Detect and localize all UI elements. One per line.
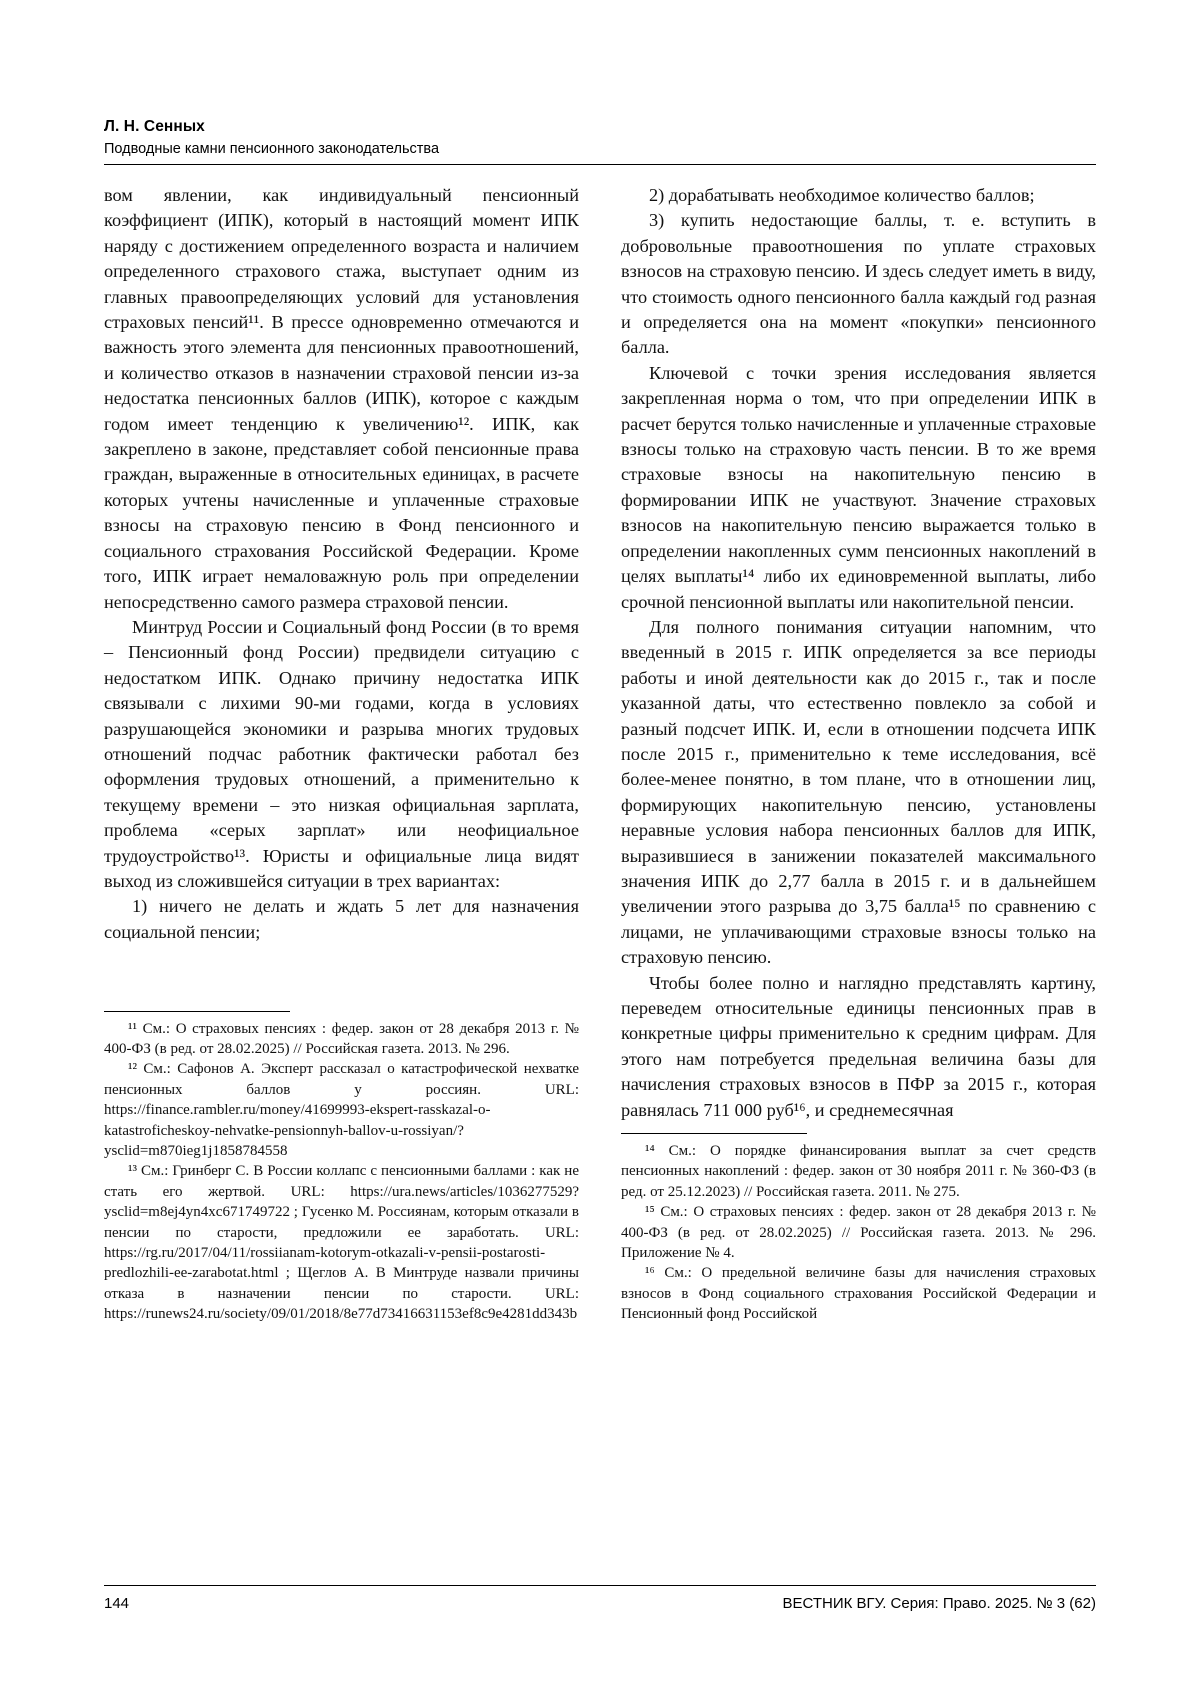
paragraph: 1) ничего не делать и ждать 5 лет для назначения социальной пенсии;: [104, 896, 579, 942]
running-head-author: Л. Н. Сенных: [104, 118, 205, 135]
paragraph: 2) дорабатывать необходимое количество баллов;: [649, 185, 1035, 205]
paragraph: Чтобы более полно и наглядно представлять картину, переведем относительные единицы пенсионных прав в конкретные цифры применительно к средним цифрам. Для этого нам потребуется предельная величина базы для начисления страховых взносов в ПФР за 2015 г., которая равнялась 711 000 руб¹⁶, и среднемесячная: [621, 972, 1096, 1120]
footnote-separator: [621, 1133, 807, 1134]
left-footnotes: [104, 1001, 579, 1325]
running-head: [104, 118, 1096, 165]
footnote: ¹⁴ См.: О порядке финансирования выплат за счет средств пенсионных накоплений : федер. закон от 30 ноября 2011 г. № 360-ФЗ (в ред. от 25.12.2023) // Российская газета. 2011. № 275.: [621, 1143, 1096, 1200]
page-footer: [104, 1585, 1096, 1612]
paragraph: вом явлении, как индивидуальный пенсионный коэффициент (ИПК), который в настоящий момент ИПК наряду с достижением определенного возраста и наличием определенного страхового стажа, выступает одним из главных правоопределяющих условий для установления страховых пенсий¹¹. В прессе одновременно отмечаются и важность этого элемента для пенсионных правоотношений, и количество отказов в назначении страховой пенсии из-за недостатка пенсионных баллов (ИПК), которое с каждым годом имеет тенденцию к увеличению¹². ИПК, как закреплено в законе, представляет собой пенсионные права граждан, выраженные в относительных единицах, в расчете которых учтены начисленные и уплаченные страховые взносы на страховую пенсию в Фонд пенсионного и социального страхования Российской Федерации. Кроме того, ИПК играет немаловажную роль при определении непосредственно самого размера страховой пенсии.: [104, 185, 579, 612]
footnote: ¹² См.: Сафонов А. Эксперт рассказал о катастрофической нехватке пенсионных баллов у россиян. URL: https://finance.rambler.ru/money/41699993-ekspert-rasskazal-o-katastroficheskoy-nehvatke-pensionnyh-ballov-u-rossiyan/?ysclid=m870ieg1j1858784558: [104, 1061, 579, 1160]
paragraph: 3) купить недостающие баллы, т. е. вступить в добровольные правоотношения по уплате страховых взносов на страховую пенсию. И здесь следует иметь в виду, что стоимость одного пенсионного балла каждый год разная и определяется она на момент «покупки» пенсионного балла.: [621, 210, 1096, 358]
footnote: ¹⁵ См.: О страховых пенсиях : федер. закон от 28 декабря 2013 г. № 400-ФЗ (в ред. от 28.02.2025) // Российская газета. 2013. № 296. Приложение № 4.: [621, 1204, 1096, 1262]
left-column: [104, 183, 579, 1325]
footer-divider: [104, 1585, 1096, 1586]
right-footnotes: [621, 1123, 1096, 1325]
footnote: ¹¹ См.: О страховых пенсиях : федер. закон от 28 декабря 2013 г. № 400-ФЗ (в ред. от 28.02.2025) // Российская газета. 2013. № 296.: [104, 1020, 579, 1057]
right-column: [621, 183, 1096, 1325]
paragraph: Минтруд России и Социальный фонд России (в то время – Пенсионный фонд России) предвидели ситуацию с недостатком ИПК. Однако причину недостатка ИПК связывали с лихими 90-ми годами, когда в условиях разрушающейся экономики и разрыва многих трудовых отношений подчас работник фактически работал без оформления трудовых отношений, а применительно к текущему времени – это низкая официальная зарплата, проблема «серых зарплат» или неофициальное трудоустройство¹³. Юристы и официальные лица видят выход из сложившейся ситуации в трех вариантах:: [104, 616, 579, 891]
paragraph: Для полного понимания ситуации напомним, что введенный в 2015 г. ИПК определяется за все периоды работы и иной деятельности как до 2015 г., так и после указанной даты, что естественно повлекло за собой и разный подсчет ИПК. И, если в отношении подсчета ИПК после 2015 г., применительно к теме исследования, всё более-менее понятно, в том плане, что в отношении лиц, формирующих накопительную пенсию, установлены неравные условия набора пенсионных баллов для ИПК, выразившиеся в занижении показателей максимального значения ИПК до 2,77 балла в 2015 г. и в дальнейшем увеличении этого разрыва до 3,75 балла¹⁵ по сравнению с лицами, не уплачивающими страховые взносы только на страховую пенсию.: [621, 616, 1096, 968]
footnote-separator: [104, 1011, 290, 1012]
header-divider: [104, 164, 1096, 165]
page-number: 144: [104, 1595, 130, 1612]
journal-reference: ВЕСТНИК ВГУ. Серия: Право. 2025. № 3 (62): [782, 1595, 1096, 1612]
footnote: ¹⁶ См.: О предельной величине базы для начисления страховых взносов в Фонд социального страхования Российской Федерации и Пенсионный фонд Российской: [621, 1265, 1096, 1323]
running-head-title: Подводные камни пенсионного законодательства: [104, 141, 440, 157]
footnote: ¹³ См.: Гринберг С. В России коллапс с пенсионными баллами : как не стать его жертвой. URL: https://ura.news/articles/1036277529?ysclid=m8ej4yn4xc671749722 ; Гусенко М. Россиянам, которым отказали в пенсии по старости, предложили ее заработать. URL: https://rg.ru/2017/04/11/rossiianam-kotorym-otkazali-v-pensii-postarosti-predlozhili-ee-zarabotat.html ; Щеглов А. В Минтруде назвали причины отказа в назначении пенсии по старости. URL: https://runews24.ru/society/09/01/2018/8e77d73416631153ef8c9e4281dd343b: [104, 1163, 579, 1323]
two-column-body: [104, 183, 1096, 1325]
paragraph: Ключевой с точки зрения исследования является закрепленная норма о том, что при определении ИПК в расчет берутся только начисленные и уплаченные страховые взносы только на страховую часть пенсии. В то же время страховые взносы на накопительную пенсию в формировании ИПК не участвуют. Значение страховых взносов на накопительную пенсию выражается только в определении накопленных сумм пенсионных накоплений в целях выплаты¹⁴ либо их единовременной выплаты, либо срочной пенсионной выплаты или накопительной пенсии.: [621, 362, 1096, 612]
